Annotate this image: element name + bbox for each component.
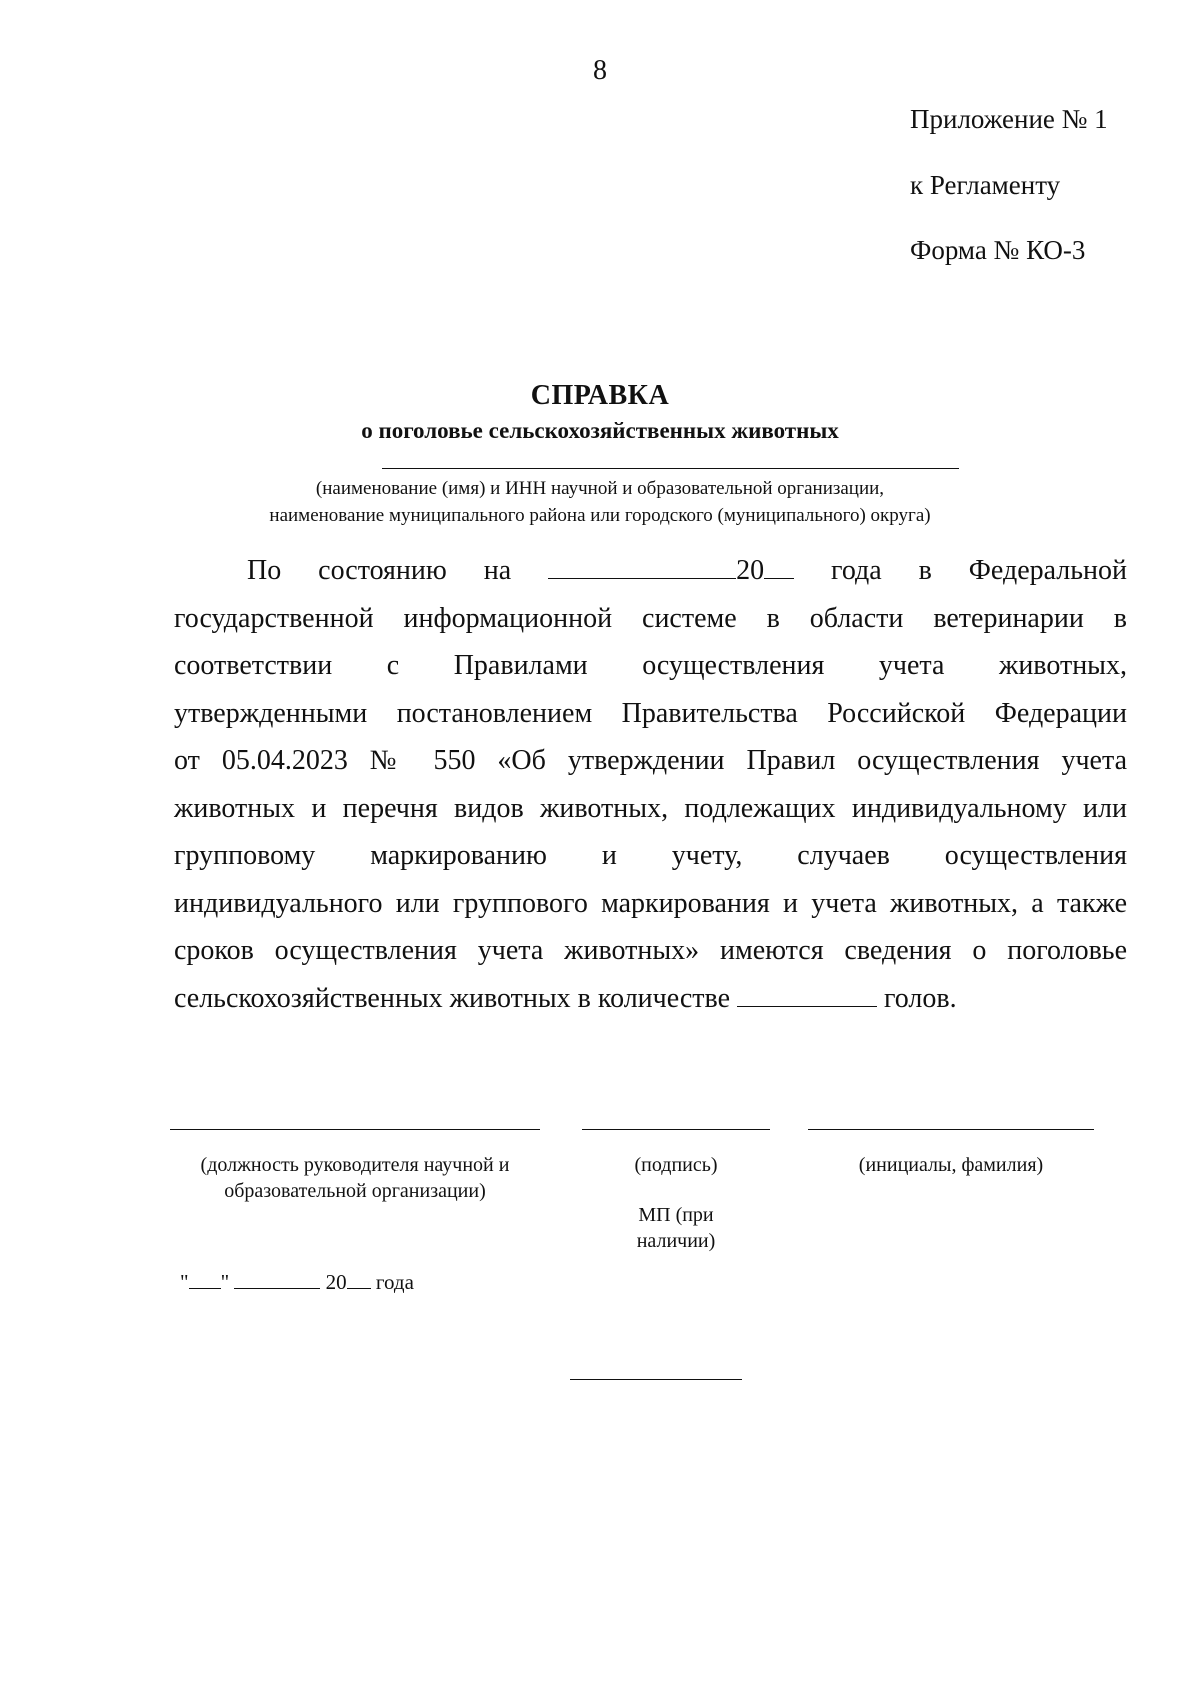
organization-name-line	[382, 468, 959, 469]
month-blank	[234, 1287, 320, 1289]
document-title: СПРАВКА	[530, 380, 670, 411]
appendix-label: Приложение № 1	[910, 104, 1108, 134]
body-line-7: групповому маркированию и учету, случаев осуществления	[174, 840, 1127, 871]
body-line-2: государственной информационной системе в области ветеринарии в	[174, 602, 1127, 634]
document-subtitle: о поголовье сельскохозяйственных животных	[361, 418, 839, 443]
body-line-1-start: По состоянию на	[247, 555, 512, 586]
signature-caption: (подпись)	[634, 1154, 718, 1176]
body-line-10	[174, 975, 1127, 1023]
position-line	[170, 1129, 540, 1130]
body-line-10-start: сельскохозяйственных животных в количестве	[174, 982, 731, 1014]
date-line	[180, 1270, 414, 1295]
body-line-10-end: голов.	[884, 982, 957, 1014]
body-line-9: сроков осуществления учета животных» имеются сведения о поголовье	[174, 935, 1127, 966]
name-line	[808, 1129, 1094, 1130]
body-line-4: утвержденными постановлением Правительства Российской Федерации	[174, 697, 1127, 729]
body-line-8: индивидуального или группового маркирования и учета животных, а также	[174, 887, 1127, 919]
date-year-suffix: года	[375, 1270, 414, 1294]
year-blank	[764, 577, 794, 579]
date-year-prefix: 20	[325, 1270, 347, 1294]
date-year-blank	[347, 1287, 371, 1289]
regulation-label: к Регламенту	[910, 170, 1061, 200]
body-line-3: соответствии с Правилами осуществления учета животных,	[174, 650, 1127, 681]
body-line-1	[174, 547, 1127, 595]
organization-caption-line1: (наименование (имя) и ИНН научной и образовательной организации,	[315, 478, 885, 499]
date-quote-open: "	[180, 1270, 189, 1294]
certificate-body	[174, 547, 1127, 1022]
organization-caption-line2: наименование муниципального района или городского (муниципального) округа)	[269, 505, 931, 526]
body-line-5: от 05.04.2023 № 550 «Об утверждении Правил осуществления учета	[174, 745, 1127, 776]
organization-caption	[0, 475, 1200, 529]
day-blank	[189, 1287, 221, 1289]
name-caption: (инициалы, фамилия)	[858, 1154, 1044, 1176]
form-number: Форма № КО-3	[910, 235, 1086, 265]
date-blank	[548, 577, 736, 579]
head-count-blank	[737, 1005, 877, 1007]
signature-line	[582, 1129, 770, 1130]
stamp-caption: МП (при наличии)	[636, 1204, 716, 1252]
date-quote-close: "	[220, 1270, 230, 1294]
body-line-6: животных и перечня видов животных, подлежащих индивидуальному или	[174, 792, 1127, 824]
position-caption: (должность руководителя научной и образовательной организации)	[200, 1154, 510, 1202]
body-year-prefix: 20	[736, 555, 765, 586]
page-number: 8	[593, 55, 607, 86]
separator-line	[570, 1379, 742, 1380]
body-line-1-end: года в Федеральной	[831, 555, 1128, 586]
